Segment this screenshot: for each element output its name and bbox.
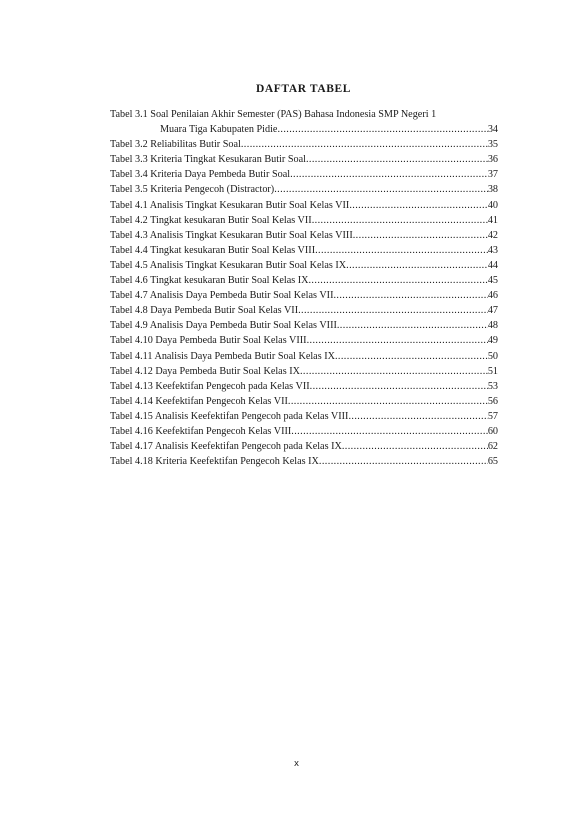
toc-entry-label: Tabel 3.4 Kriteria Daya Pembeda Butir Soal — [110, 169, 291, 181]
toc-leader-dots — [346, 258, 488, 273]
toc-entry[interactable] — [110, 364, 498, 379]
toc-leader-dots — [241, 137, 488, 152]
toc-entry[interactable] — [110, 167, 498, 182]
toc-entry[interactable] — [110, 137, 498, 152]
toc-page-number: 60 — [487, 425, 498, 437]
toc-entry[interactable] — [110, 409, 498, 424]
toc-entry-label: Tabel 4.16 Keefektifan Pengecoh Kelas VIII — [110, 425, 292, 437]
toc-leader-dots — [335, 349, 488, 364]
toc-page-number: 50 — [487, 350, 498, 362]
toc-page-number: 42 — [487, 229, 498, 241]
toc-page-number: 45 — [487, 275, 498, 287]
table-list — [110, 107, 498, 469]
toc-entry[interactable] — [110, 273, 498, 288]
toc-entry[interactable] — [110, 243, 498, 258]
toc-page-number: 37 — [487, 169, 498, 181]
toc-entry[interactable] — [110, 198, 498, 213]
toc-leader-dots — [349, 198, 487, 213]
page-number: x — [294, 758, 299, 769]
toc-leader-dots — [319, 454, 488, 469]
toc-entry-label: Tabel 4.11 Analisis Daya Pembeda Butir Soal Kelas IX — [110, 350, 335, 362]
toc-entry-label: Muara Tiga Kabupaten Pidie — [160, 124, 278, 136]
toc-entry-label: Tabel 3.5 Kriteria Pengecoh (Distractor) — [110, 184, 275, 196]
toc-page-number: 53 — [487, 380, 498, 392]
toc-entry[interactable] — [110, 182, 498, 197]
toc-entry-label: Tabel 4.17 Analisis Keefektifan Pengecoh pada Kelas IX — [110, 441, 342, 453]
toc-entry-label: Tabel 4.8 Daya Pembeda Butir Soal Kelas VII — [110, 305, 299, 317]
toc-entry[interactable] — [110, 454, 498, 469]
toc-entry-label: Tabel 4.18 Kriteria Keefektifan Pengecoh Kelas IX — [110, 456, 319, 468]
toc-page-number: 44 — [487, 259, 498, 271]
toc-entry[interactable] — [110, 439, 498, 454]
toc-page-number: 51 — [487, 365, 498, 377]
toc-entry-first-line: Tabel 3.1 Soal Penilaian Akhir Semester (PAS) Bahasa Indonesia SMP Negeri 1 — [110, 109, 437, 120]
toc-entry-label: Tabel 4.7 Analisis Daya Pembeda Butir Soal Kelas VII — [110, 290, 334, 302]
toc-entry-label: Tabel 4.10 Daya Pembeda Butir Soal Kelas VIII — [110, 335, 307, 347]
toc-page-number: 56 — [487, 395, 498, 407]
toc-leader-dots — [333, 288, 487, 303]
toc-leader-dots — [310, 379, 488, 394]
toc-entry-label: Tabel 4.6 Tingkat kesukaran Butir Soal Kelas IX — [110, 275, 309, 287]
toc-page-number: 65 — [487, 456, 498, 468]
toc-entry[interactable] — [110, 394, 498, 409]
toc-entry-label: Tabel 4.13 Keefektifan Pengecoh pada Kelas VII — [110, 380, 310, 392]
toc-page-number: 40 — [487, 199, 498, 211]
toc-leader-dots — [307, 333, 488, 348]
toc-leader-dots — [290, 167, 488, 182]
toc-entry-label: Tabel 3.3 Kriteria Tingkat Kesukaran Butir Soal — [110, 154, 306, 166]
toc-entry-label: Tabel 4.14 Keefektifan Pengecoh Kelas VII — [110, 395, 288, 407]
toc-entry[interactable] — [110, 333, 498, 348]
page-title: DAFTAR TABEL — [255, 83, 352, 95]
toc-page-number: 43 — [487, 244, 498, 256]
toc-leader-dots — [298, 303, 488, 318]
toc-leader-dots — [277, 122, 487, 137]
toc-entry-label: Tabel 4.12 Daya Pembeda Butir Soal Kelas IX — [110, 365, 300, 377]
toc-leader-dots — [308, 273, 487, 288]
toc-entry-label: Tabel 3.2 Reliabilitas Butir Soal — [110, 139, 241, 151]
toc-page-number: 34 — [487, 124, 498, 136]
toc-entry[interactable] — [110, 379, 498, 394]
toc-page-number: 47 — [487, 305, 498, 317]
toc-entry-label: Tabel 4.3 Analisis Tingkat Kesukaran Butir Soal Kelas VIII — [110, 229, 353, 241]
toc-entry[interactable] — [110, 288, 498, 303]
toc-entry-label: Tabel 4.1 Analisis Tingkat Kesukaran Butir Soal Kelas VII — [110, 199, 350, 211]
toc-leader-dots — [348, 409, 487, 424]
toc-page-number: 35 — [487, 139, 498, 151]
toc-leader-dots — [337, 318, 488, 333]
toc-page-number: 36 — [487, 154, 498, 166]
toc-entry[interactable] — [110, 122, 498, 137]
toc-leader-dots — [353, 228, 488, 243]
toc-entry[interactable] — [110, 424, 498, 439]
toc-entry[interactable] — [110, 303, 498, 318]
toc-entry[interactable] — [110, 258, 498, 273]
toc-leader-dots — [291, 424, 488, 439]
toc-leader-dots — [300, 364, 488, 379]
toc-page-number: 48 — [487, 320, 498, 332]
toc-page-number: 46 — [487, 290, 498, 302]
toc-entry-label: Tabel 4.4 Tingkat kesukaran Butir Soal Kelas VIII — [110, 244, 316, 256]
toc-entry-label: Tabel 4.5 Analisis Tingkat Kesukaran Butir Soal Kelas IX — [110, 259, 347, 271]
toc-page-number: 57 — [487, 410, 498, 422]
toc-entry-label: Tabel 4.15 Analisis Keefektifan Pengecoh pada Kelas VIII — [110, 410, 349, 422]
toc-page-number: 41 — [487, 214, 498, 226]
toc-page-number: 49 — [487, 335, 498, 347]
toc-leader-dots — [312, 213, 488, 228]
toc-leader-dots — [274, 182, 488, 197]
toc-entry[interactable] — [110, 318, 498, 333]
toc-page-number: 62 — [487, 441, 498, 453]
toc-leader-dots — [288, 394, 488, 409]
toc-page-number: 38 — [487, 184, 498, 196]
toc-leader-dots — [315, 243, 488, 258]
toc-leader-dots — [342, 439, 488, 454]
toc-entry-label: Tabel 4.2 Tingkat kesukaran Butir Soal Kelas VII — [110, 214, 312, 226]
toc-entry[interactable] — [110, 349, 498, 364]
toc-entry[interactable] — [110, 152, 498, 167]
toc-leader-dots — [306, 152, 488, 167]
toc-entry[interactable] — [110, 213, 498, 228]
toc-entry-label: Tabel 4.9 Analisis Daya Pembeda Butir Soal Kelas VIII — [110, 320, 337, 332]
toc-entry[interactable] — [110, 228, 498, 243]
